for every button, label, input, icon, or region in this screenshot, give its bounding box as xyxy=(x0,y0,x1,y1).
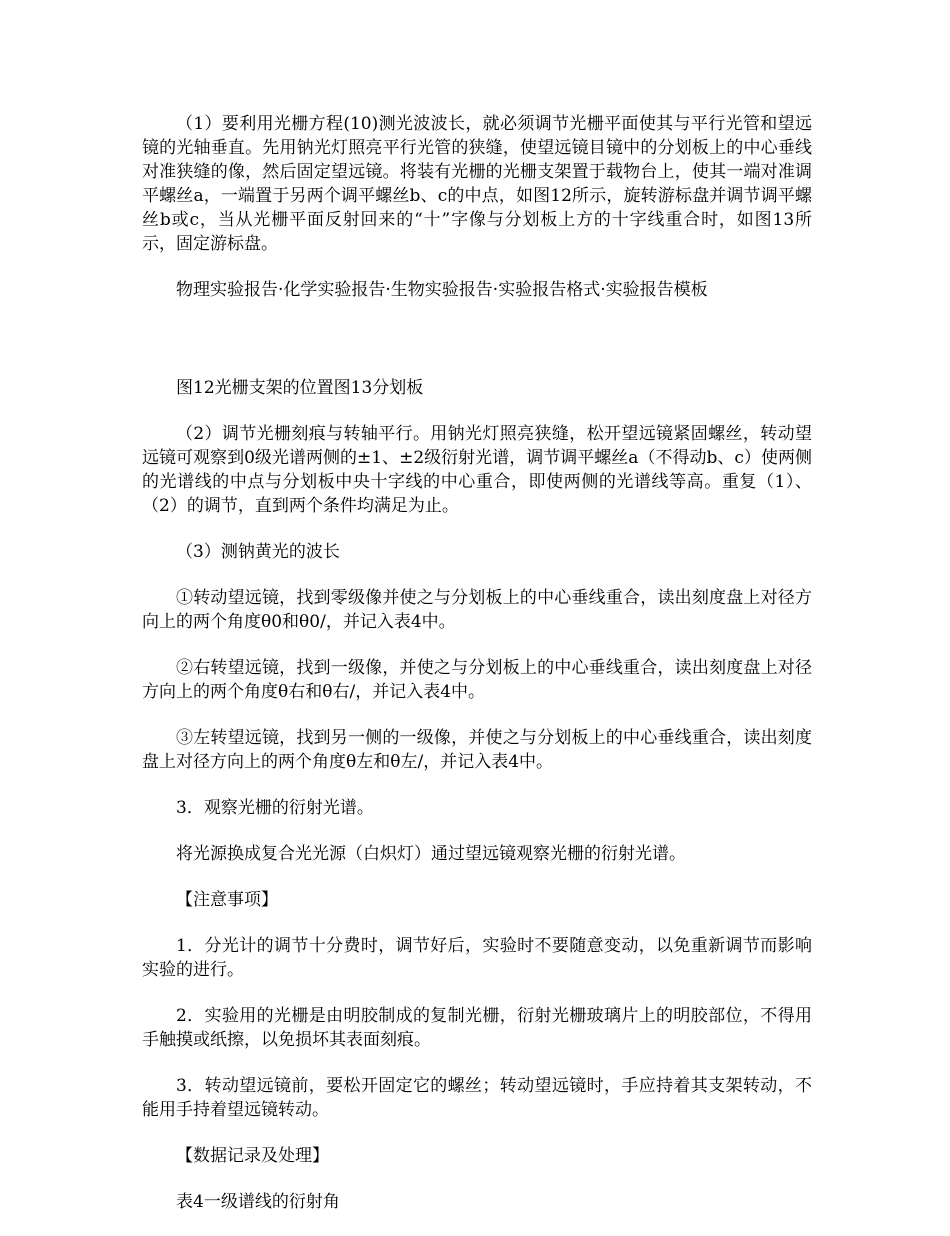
figure-caption: 图12光栅支架的位置图13分划板 xyxy=(176,378,424,398)
paragraph-step-left-order: ③左转望远镜，找到另一侧的一级像，并使之与分划板上的中心垂线重合，读出刻度盘上对径方向上的两个角度θ左和θ左/，并记入表4中。 xyxy=(142,728,812,772)
section-heading-notes: 【注意事项】 xyxy=(176,890,278,910)
table-caption: 表4一级谱线的衍射角 xyxy=(176,1192,340,1212)
paragraph-white-light: 将光源换成复合光光源（白炽灯）通过望远镜观察光栅的衍射光谱。 xyxy=(176,844,686,864)
related-report-links[interactable]: 物理实验报告·化学实验报告·生物实验报告·实验报告格式·实验报告模板 xyxy=(176,280,708,300)
document-page xyxy=(142,112,812,1236)
paragraph-step-right-order: ②右转望远镜，找到一级像，并使之与分划板上的中心垂线重合，读出刻度盘上对径方向上的两个角度θ右和θ右/，并记入表4中。 xyxy=(142,658,812,702)
paragraph-grating-alignment: （1）要利用光栅方程(10)测光波波长，就必须调节光栅平面使其与平行光管和望远镜的光轴垂直。先用钠光灯照亮平行光管的狭缝，使望远镜目镜中的分划板上的中心垂线对准狭缝的像，然后固定望远镜。将装有光栅的光栅支架置于载物台上，使其一端对准调平螺丝a，一端置于另两个调平螺丝b、c的中点，如图12所示，旋转游标盘并调节调平螺丝b或c，当从光栅平面反射回来的“十”字像与分划板上方的十字线重合时，如图13所示，固定游标盘。 xyxy=(142,114,812,254)
paragraph-observe-spectrum: 3．观察光栅的衍射光谱。 xyxy=(176,798,374,818)
paragraph-sodium-wavelength-heading: （3）测钠黄光的波长 xyxy=(176,542,340,562)
note-item-1: 1．分光计的调节十分费时，调节好后，实验时不要随意变动，以免重新调节而影响实验的进行。 xyxy=(142,936,812,980)
note-item-3: 3．转动望远镜前，要松开固定它的螺丝；转动望远镜时，手应持着其支架转动，不能用手持着望远镜转动。 xyxy=(142,1076,812,1120)
section-heading-data: 【数据记录及处理】 xyxy=(176,1146,329,1166)
note-item-2: 2．实验用的光栅是由明胶制成的复制光栅，衍射光栅玻璃片上的明胶部位，不得用手触摸或纸擦，以免损坏其表面刻痕。 xyxy=(142,1006,812,1050)
paragraph-step-zero-order: ①转动望远镜，找到零级像并使之与分划板上的中心垂线重合，读出刻度盘上对径方向上的两个角度θ0和θ0/，并记入表4中。 xyxy=(142,588,812,632)
paragraph-grating-rulings: （2）调节光栅刻痕与转轴平行。用钠光灯照亮狭缝，松开望远镜紧固螺丝，转动望远镜可观察到0级光谱两侧的±1、±2级衍射光谱，调节调平螺丝a（不得动b、c）使两侧的光谱线的中点与分划板中央十字线的中心重合，即使两侧的光谱线等高。重复（1）、（2）的调节，直到两个条件均满足为止。 xyxy=(142,424,812,516)
